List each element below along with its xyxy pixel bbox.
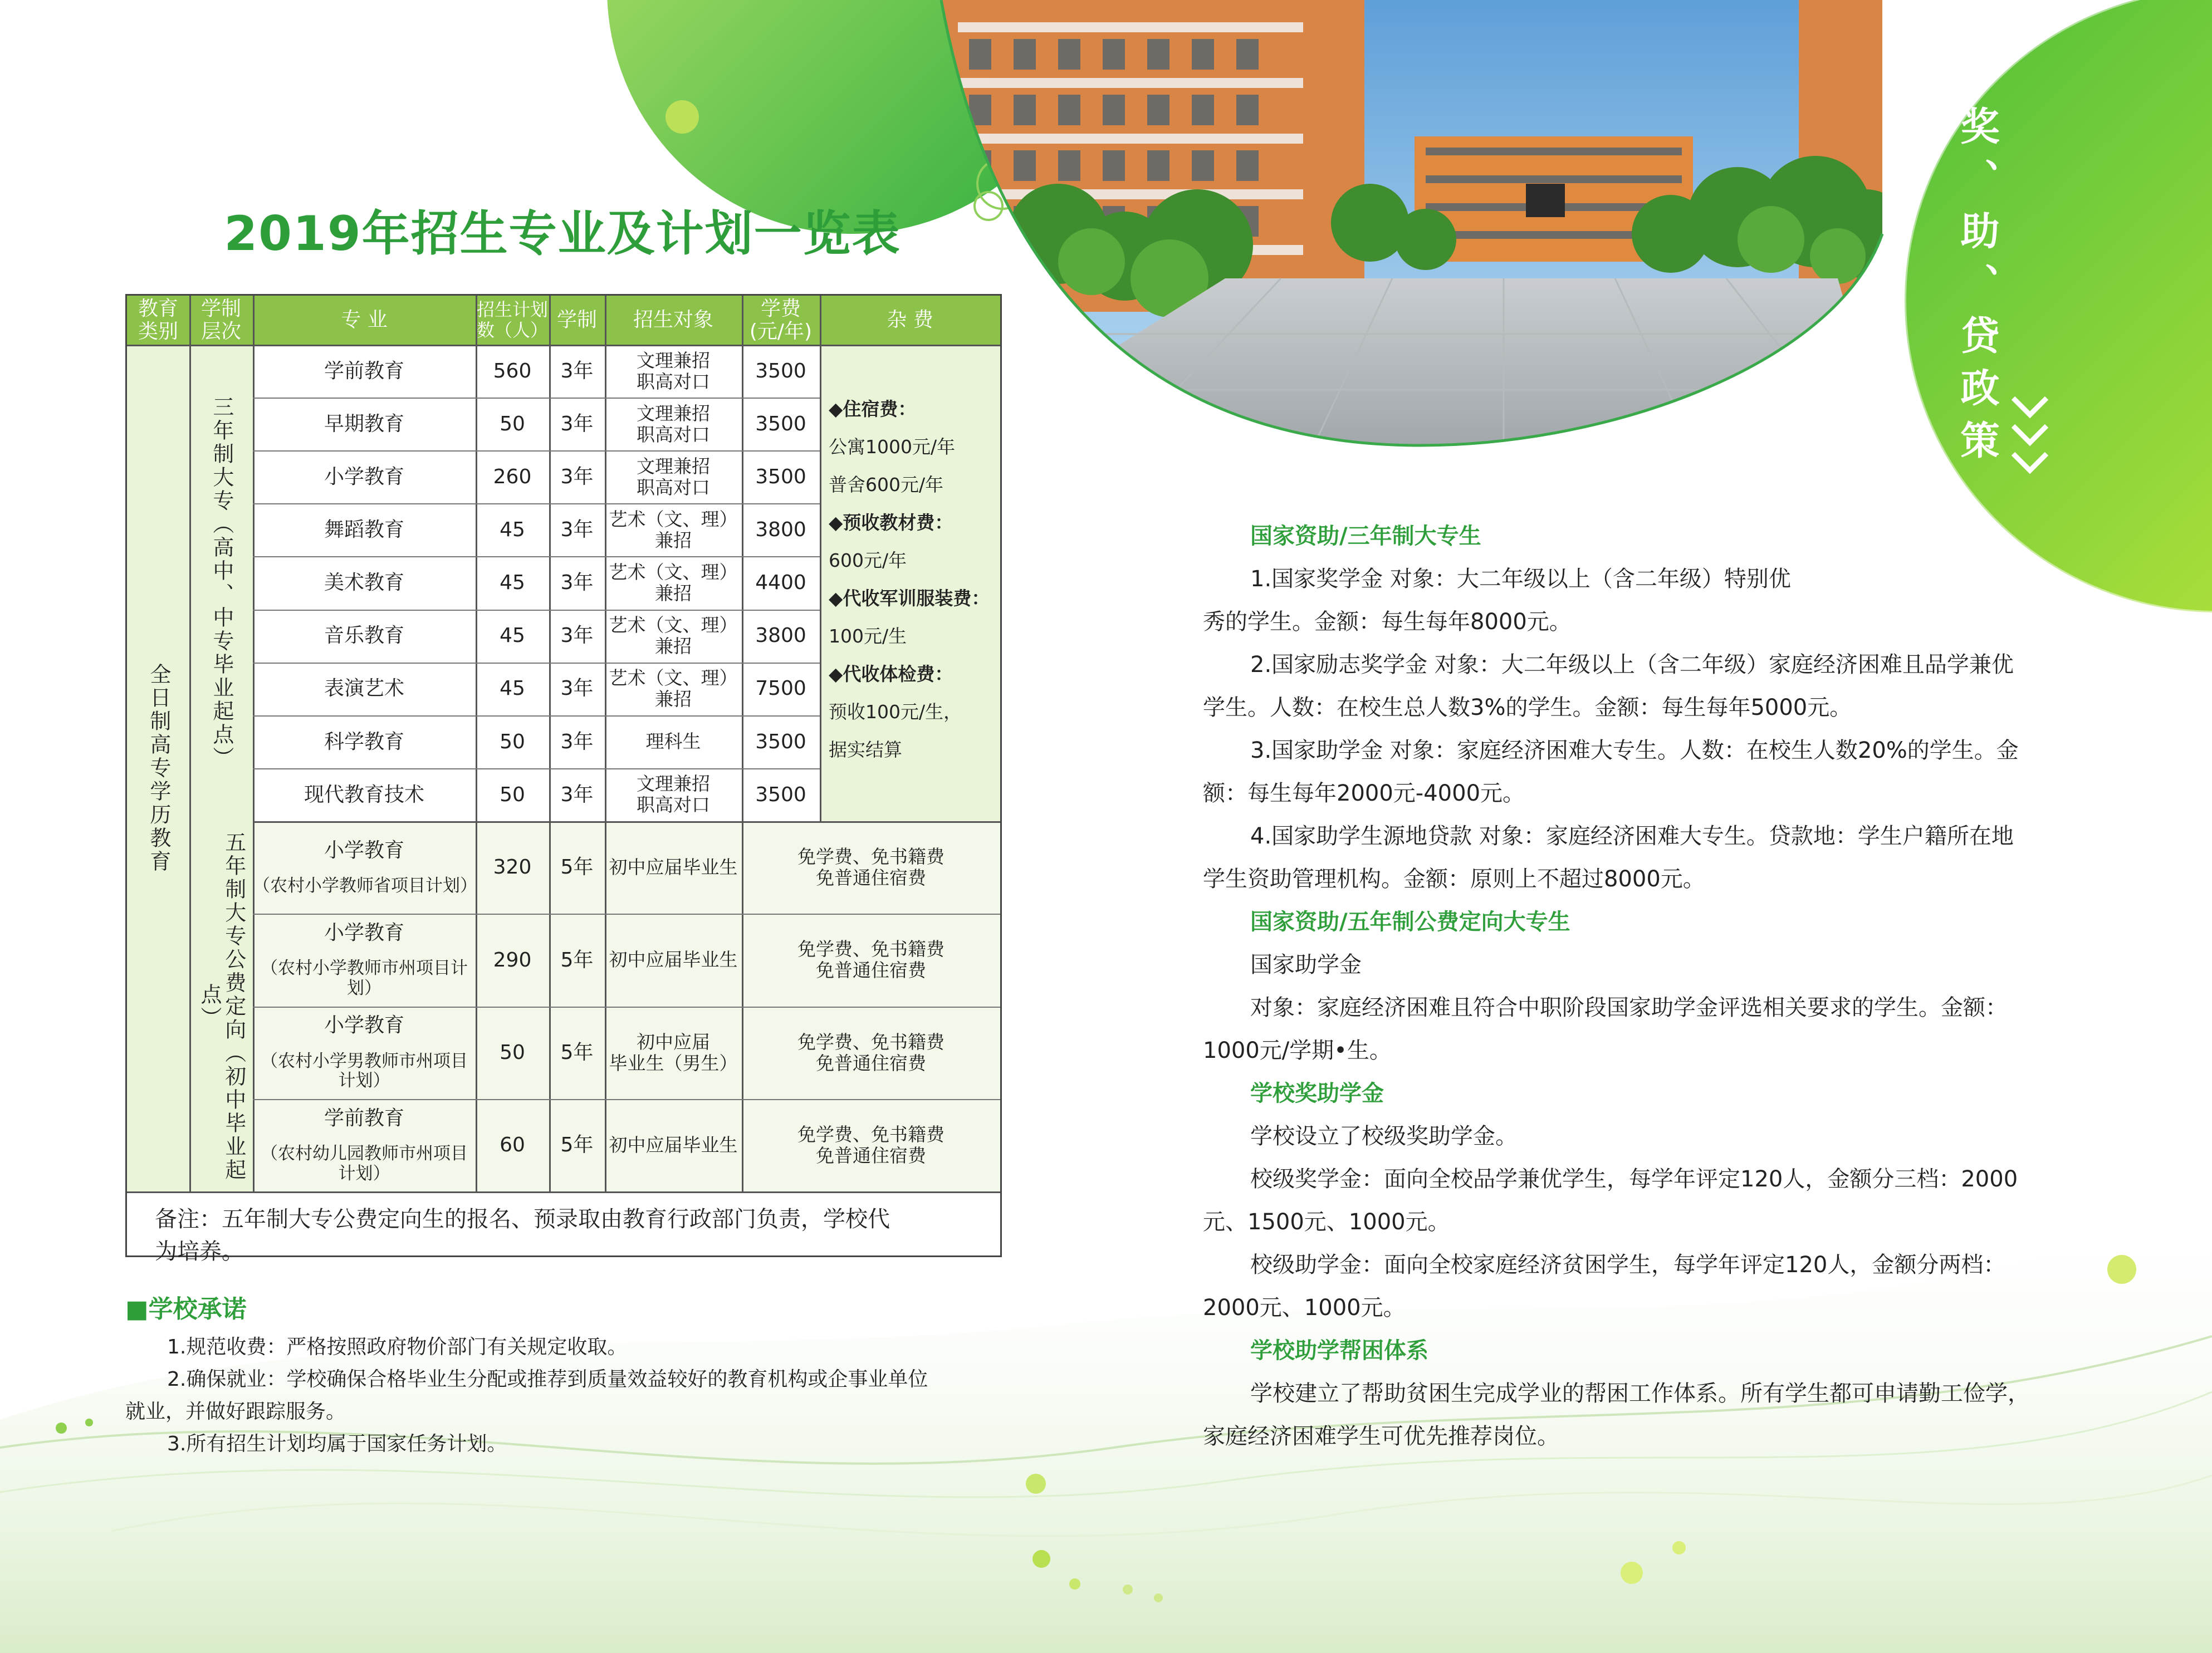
grid-line xyxy=(820,296,821,821)
header-misc: 杂 费 xyxy=(887,308,933,332)
policy-paragraph: 学生资助管理机构。金额：原则上不超过8000元。 xyxy=(1203,866,1705,892)
cell-years: 3年 xyxy=(560,624,594,648)
benefit-line: 免学费、免书籍费 xyxy=(797,938,944,960)
grid-line xyxy=(476,296,477,1191)
grid-line xyxy=(253,296,255,1191)
policy-paragraph: 学校建立了帮助贫困生完成学业的帮困工作体系。所有学生都可申请勤工俭学， xyxy=(1250,1381,2030,1406)
target-line: 文理兼招 xyxy=(637,773,710,795)
cell-years: 3年 xyxy=(560,359,594,382)
section-heading-school-aid-system: 学校助学帮困体系 xyxy=(1250,1338,1428,1363)
cell-years: 5年 xyxy=(560,1041,594,1064)
cell-major xyxy=(253,1099,476,1191)
cell-plan: 60 xyxy=(500,1134,525,1157)
cell-tuition: 3500 xyxy=(755,359,806,382)
cell-tuition: 3500 xyxy=(755,783,806,806)
cell-plan: 50 xyxy=(500,1041,525,1064)
grid-line xyxy=(742,296,743,1191)
target-line: 职高对口 xyxy=(637,794,710,816)
cell-major: 学前教育 xyxy=(324,359,404,382)
target-line: 职高对口 xyxy=(637,476,710,498)
cell-target xyxy=(605,556,742,609)
grid-line xyxy=(253,610,820,611)
fee-item: 普舍600元/年 xyxy=(829,474,944,496)
cell-major: 科学教育 xyxy=(324,730,404,753)
benefit-line: 免普通住宿费 xyxy=(816,1052,926,1074)
fee-item: ◆代收军训服装费： xyxy=(829,587,990,609)
major-subtitle: （农村小学教师市州项目计划） xyxy=(261,958,468,999)
cell-plan: 45 xyxy=(500,624,525,648)
target-line: 文理兼招 xyxy=(637,455,710,477)
cell-major: 表演艺术 xyxy=(324,677,404,700)
page-title: 2019年招生专业及计划一览表 xyxy=(224,206,901,262)
policy-paragraph: 1.国家奖学金 对象：大二年级以上（含二年级）特别优 xyxy=(1250,566,1791,592)
cell-target xyxy=(605,663,742,715)
benefit-line: 免学费、免书籍费 xyxy=(797,1123,944,1145)
major-subtitle: （农村小学教师省项目计划） xyxy=(253,876,477,896)
cell-years: 5年 xyxy=(560,1134,594,1157)
target-line: 初中应届毕业生 xyxy=(609,1134,738,1156)
level-three-year-cell: 三年制大专（高中、中专毕业起点） xyxy=(209,396,234,770)
target-line: 文理兼招 xyxy=(637,349,710,371)
target-line: 艺术（文、理） xyxy=(609,667,738,689)
policy-paragraph: 2.国家励志奖学金 对象：大二年级以上（含二年级）家庭经济困难且品学兼优 xyxy=(1250,652,2014,678)
promise-line: 1.规范收费：严格按照政府物价部门有关规定收取。 xyxy=(167,1336,628,1358)
target-line: 职高对口 xyxy=(637,370,710,393)
cell-tuition: 7500 xyxy=(755,677,806,700)
cell-years: 3年 xyxy=(560,465,594,489)
policy-paragraph: 学生。人数：在校生总人数3%的学生。金额：每生每年5000元。 xyxy=(1203,695,1852,720)
cell-target xyxy=(605,503,742,556)
grid-line xyxy=(253,1099,1000,1100)
grid-line xyxy=(605,296,606,1191)
fee-item: 据实结算 xyxy=(829,739,902,761)
cell-plan: 260 xyxy=(493,465,532,489)
policy-paragraph: 国家助学金 xyxy=(1250,952,1362,978)
fee-item: ◆代收体检费： xyxy=(829,663,953,685)
target-line: 艺术（文、理） xyxy=(609,561,738,583)
policy-title: 奖、助、贷政策 xyxy=(1954,106,2000,472)
cell-major: 现代教育技术 xyxy=(304,783,424,806)
cell-target xyxy=(605,715,742,768)
cell-tuition: 3500 xyxy=(755,465,806,489)
benefit-line: 免普通住宿费 xyxy=(816,1144,926,1166)
header-plan: 招生计划 数（人） xyxy=(476,299,548,341)
grid-line xyxy=(253,556,820,557)
cell-tuition: 4400 xyxy=(755,571,806,595)
grid-line xyxy=(253,503,820,504)
header-edu-type: 教育 类别 xyxy=(138,297,178,343)
grid-line xyxy=(253,768,820,769)
cell-tuition: 3500 xyxy=(755,412,806,435)
cell-plan: 50 xyxy=(500,783,525,806)
grid-line xyxy=(549,296,551,1191)
major-subtitle: （农村幼儿园教师市州项目计划） xyxy=(261,1143,468,1184)
cell-target xyxy=(605,398,742,450)
table-note: 备注：五年制大专公费定向生的报名、预录取由教育行政部门负责，学校代 为培养。 xyxy=(155,1206,890,1264)
benefit-line: 免普通住宿费 xyxy=(816,959,926,982)
policy-paragraph: 2000元、1000元。 xyxy=(1203,1295,1406,1321)
section-heading-national-three-year: 国家资助/三年制大专生 xyxy=(1250,523,1481,549)
policy-content xyxy=(1203,515,2122,1458)
cell-benefit xyxy=(742,821,1000,914)
major-subtitle: （农村小学男教师市州项目计划） xyxy=(261,1051,468,1091)
major-name: 小学教育 xyxy=(324,1014,404,1037)
target-line: 初中应届毕业生 xyxy=(609,856,738,879)
fee-item: 公寓1000元/年 xyxy=(829,436,956,458)
policy-paragraph: 4.国家助学生源地贷款 对象：家庭经济困难大专生。贷款地：学生户籍所在地 xyxy=(1250,823,2014,849)
cell-target xyxy=(605,1007,742,1099)
benefit-line: 免学费、免书籍费 xyxy=(797,1031,944,1053)
benefit-line: 免普通住宿费 xyxy=(816,867,926,889)
target-line: 文理兼招 xyxy=(637,402,710,424)
target-line: 兼招 xyxy=(655,635,692,658)
cell-target xyxy=(605,821,742,914)
grid-line xyxy=(253,821,1000,823)
cell-plan: 560 xyxy=(493,359,532,382)
grid-line xyxy=(253,1007,1000,1008)
policy-paragraph: 校级助学金：面向全校家庭经济贫困学生，每学年评定120人，金额分两档： xyxy=(1250,1252,2006,1278)
target-line: 初中应届毕业生 xyxy=(609,949,738,971)
policy-paragraph: 对象：家庭经济困难且符合中职阶段国家助学金评选相关要求的学生。金额： xyxy=(1250,995,2008,1021)
cell-years: 3年 xyxy=(560,518,594,542)
major-name: 小学教育 xyxy=(324,838,404,862)
school-promise-section xyxy=(125,1289,1016,1460)
cell-target xyxy=(605,768,742,821)
grid-line xyxy=(253,715,820,717)
cell-major: 音乐教育 xyxy=(324,624,404,648)
policy-paragraph: 额：每生每年2000元-4000元。 xyxy=(1203,781,1525,806)
policy-paragraph: 3.国家助学金 对象：家庭经济困难大专生。人数：在校生人数20%的学生。金 xyxy=(1250,738,2019,763)
promise-line: 就业，并做好跟踪服务。 xyxy=(125,1400,346,1423)
cell-tuition: 3800 xyxy=(755,518,806,542)
cell-years: 5年 xyxy=(560,948,594,972)
fee-item: ◆预收教材费： xyxy=(829,512,953,533)
grid-line xyxy=(127,1191,1000,1193)
major-name: 学前教育 xyxy=(324,1106,404,1130)
header-target: 招生对象 xyxy=(633,308,713,332)
target-line: 毕业生（男生） xyxy=(609,1052,738,1074)
cell-target xyxy=(605,914,742,1006)
enrollment-plan-table xyxy=(125,294,1002,1264)
grid-line xyxy=(189,296,191,1191)
cell-target xyxy=(605,610,742,663)
section-heading-school-scholarship: 学校奖助学金 xyxy=(1250,1081,1384,1106)
cell-major: 早期教育 xyxy=(324,412,404,435)
cell-tuition: 3800 xyxy=(755,624,806,648)
cell-target xyxy=(605,345,742,398)
policy-paragraph: 秀的学生。金额：每生每年8000元。 xyxy=(1203,609,1572,635)
cell-years: 3年 xyxy=(560,783,594,806)
fee-item: 100元/生 xyxy=(829,625,907,647)
grid-line xyxy=(127,345,1000,346)
cell-benefit xyxy=(742,1007,1000,1099)
cell-plan: 50 xyxy=(500,412,525,435)
cell-plan: 45 xyxy=(500,677,525,700)
cell-plan: 45 xyxy=(500,571,525,595)
cell-years: 3年 xyxy=(560,730,594,753)
cell-benefit xyxy=(742,1099,1000,1191)
cell-benefit xyxy=(742,914,1000,1006)
fee-item: 预收100元/生， xyxy=(829,701,962,723)
target-line: 初中应届 xyxy=(637,1031,710,1053)
target-line: 兼招 xyxy=(655,688,692,710)
cell-major: 美术教育 xyxy=(324,571,404,595)
chevron-down-icon xyxy=(2005,390,2055,484)
cell-tuition: 3500 xyxy=(755,730,806,753)
cell-years: 3年 xyxy=(560,412,594,435)
promise-line: 2.确保就业：学校确保合格毕业生分配或推荐到质量效益较好的教育机构或企事业单位 xyxy=(167,1368,928,1391)
grid-line xyxy=(253,663,820,664)
target-line: 职高对口 xyxy=(637,423,710,445)
cell-major xyxy=(253,914,476,1006)
major-name: 小学教育 xyxy=(324,921,404,945)
cell-years: 3年 xyxy=(560,571,594,595)
cell-plan: 50 xyxy=(500,730,525,753)
fee-item: ◆住宿费： xyxy=(829,398,917,420)
cell-target xyxy=(605,1099,742,1191)
target-line: 艺术（文、理） xyxy=(609,614,738,636)
cell-major: 舞蹈教育 xyxy=(324,518,404,542)
header-years: 学制 xyxy=(556,308,597,332)
cell-years: 3年 xyxy=(560,677,594,700)
cell-major: 小学教育 xyxy=(324,465,404,489)
edu-type-cell: 全日制高专学历教育 xyxy=(146,663,171,874)
policy-paragraph: 校级奖学金：面向全校品学兼优学生，每学年评定120人，金额分三档：2000 xyxy=(1250,1166,2018,1192)
header-major: 专 业 xyxy=(341,308,388,332)
school-promise-title: ■学校承诺 xyxy=(125,1295,247,1323)
policy-paragraph: 家庭经济困难学生可优先推荐岗位。 xyxy=(1203,1424,1559,1449)
grid-line xyxy=(253,398,820,399)
section-heading-national-five-year: 国家资助/五年制公费定向大专生 xyxy=(1250,909,1570,935)
target-line: 兼招 xyxy=(655,582,692,604)
cell-major xyxy=(253,821,476,914)
target-line: 理科生 xyxy=(645,730,701,753)
benefit-line: 免学费、免书籍费 xyxy=(797,846,944,868)
header-level: 学制 层次 xyxy=(200,297,241,343)
cell-plan: 45 xyxy=(500,518,525,542)
cell-years: 5年 xyxy=(560,856,594,879)
policy-paragraph: 元、1500元、1000元。 xyxy=(1203,1209,1450,1235)
fee-item: 600元/年 xyxy=(829,550,907,571)
fee-list xyxy=(829,390,996,769)
policy-paragraph: 学校设立了校级奖助学金。 xyxy=(1250,1124,1518,1149)
cell-plan: 290 xyxy=(493,948,532,972)
target-line: 兼招 xyxy=(655,529,692,551)
cell-plan: 320 xyxy=(493,856,532,879)
cell-major xyxy=(253,1007,476,1099)
grid-line xyxy=(253,914,1000,915)
grid-line xyxy=(253,450,820,452)
cell-target xyxy=(605,450,742,503)
header-tuition: 学费 (元/年) xyxy=(749,297,813,343)
policy-paragraph: 1000元/学期•生。 xyxy=(1203,1038,1392,1063)
level-five-year-cell: 五年制大专公费定向（初中毕业起点） xyxy=(197,831,246,1182)
promise-line: 3.所有招生计划均属于国家任务计划。 xyxy=(167,1433,507,1455)
target-line: 艺术（文、理） xyxy=(609,508,738,530)
